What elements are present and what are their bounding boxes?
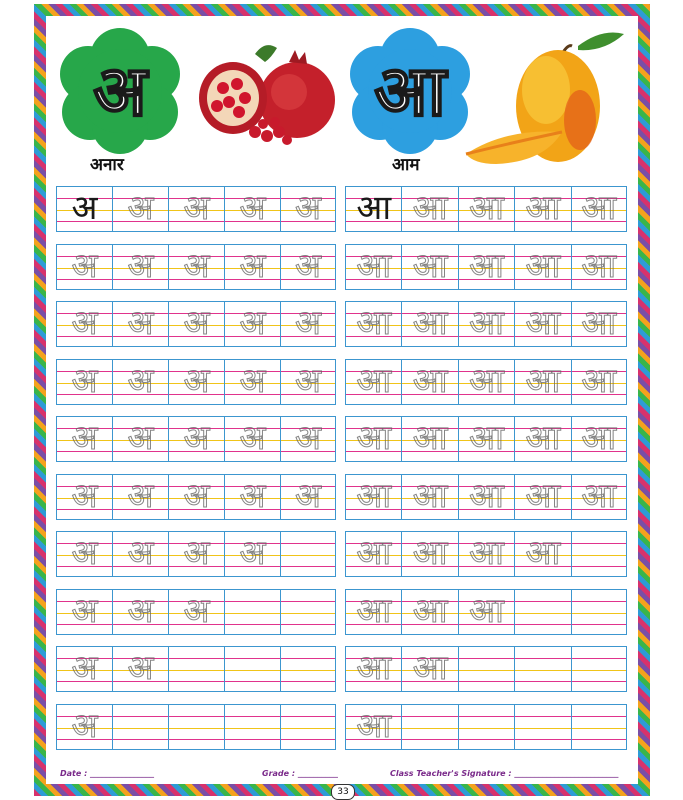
left-practice-cell[interactable] xyxy=(224,359,280,405)
left-practice-row xyxy=(56,416,336,462)
left-trace-letter: अ xyxy=(127,360,154,401)
left-practice-row xyxy=(56,531,336,577)
left-practice-cell[interactable] xyxy=(56,474,112,520)
right-practice-cell[interactable] xyxy=(514,704,570,750)
right-trace-letter: आ xyxy=(469,533,504,573)
right-practice-cell[interactable] xyxy=(571,416,627,462)
right-practice-cell[interactable] xyxy=(514,244,570,290)
left-trace-letter: अ xyxy=(183,360,210,401)
left-practice-cell[interactable] xyxy=(168,646,224,692)
left-word-label: अनार xyxy=(90,155,124,175)
left-practice-cell[interactable] xyxy=(168,359,224,405)
left-trace-letter: अ xyxy=(127,475,154,516)
left-practice-cell[interactable] xyxy=(168,474,224,520)
left-trace-letter: अ xyxy=(239,418,266,458)
right-practice-cell[interactable] xyxy=(345,244,401,290)
right-practice-row xyxy=(345,646,627,692)
date-field[interactable]: Date : ________________ xyxy=(60,769,155,778)
right-practice-cell[interactable] xyxy=(401,531,457,577)
left-practice-cell[interactable] xyxy=(280,704,336,750)
right-trace-letter: आ xyxy=(469,245,504,286)
right-practice-row xyxy=(345,244,627,290)
right-trace-letter: आ xyxy=(412,648,448,688)
left-practice-row xyxy=(56,186,336,232)
left-trace-letter: अ xyxy=(239,245,266,286)
left-trace-letter: अ xyxy=(127,188,154,228)
right-practice-cell[interactable] xyxy=(401,416,457,462)
left-practice-cell[interactable] xyxy=(280,301,336,347)
right-letter-flower xyxy=(340,28,480,154)
right-trace-letter: आ xyxy=(356,533,392,573)
right-trace-letter: आ xyxy=(525,245,561,286)
right-trace-letter: आ xyxy=(356,360,392,401)
right-practice-cell[interactable] xyxy=(345,474,401,520)
right-practice-cell[interactable] xyxy=(401,244,457,290)
left-practice-cell[interactable] xyxy=(112,301,168,347)
left-practice-cell[interactable] xyxy=(56,301,112,347)
right-trace-letter: आ xyxy=(525,303,561,343)
left-trace-letter: अ xyxy=(239,360,266,401)
left-practice-cell[interactable] xyxy=(56,416,112,462)
right-trace-letter: आ xyxy=(356,648,392,688)
left-trace-letter: अ xyxy=(71,418,98,458)
right-practice-cell[interactable] xyxy=(401,589,457,635)
left-trace-letter: अ xyxy=(295,245,321,286)
right-practice-cell[interactable] xyxy=(514,359,570,405)
right-practice-cell[interactable] xyxy=(401,704,457,750)
left-trace-letter: अ xyxy=(71,705,98,746)
right-practice-cell[interactable] xyxy=(345,416,401,462)
right-practice-cell[interactable] xyxy=(401,186,457,232)
right-trace-letter: आ xyxy=(581,245,617,286)
left-trace-letter: अ xyxy=(127,418,154,458)
right-practice-cell[interactable] xyxy=(458,474,514,520)
left-practice-row xyxy=(56,301,336,347)
right-practice-cell[interactable] xyxy=(458,186,514,232)
right-practice-cell[interactable] xyxy=(401,359,457,405)
right-practice-row xyxy=(345,531,627,577)
right-word-label: आम xyxy=(392,155,420,175)
right-trace-letter: आ xyxy=(469,303,504,343)
left-trace-letter: अ xyxy=(183,418,210,458)
right-trace-letter: आ xyxy=(525,475,561,516)
left-practice-cell[interactable] xyxy=(280,474,336,520)
right-practice-cell[interactable] xyxy=(571,474,627,520)
right-practice-cell[interactable] xyxy=(458,589,514,635)
left-trace-letter: अ xyxy=(183,245,210,286)
right-practice-cell[interactable] xyxy=(458,646,514,692)
left-trace-letter: अ xyxy=(127,303,154,343)
right-trace-letter: आ xyxy=(581,475,617,516)
left-practice-cell[interactable] xyxy=(280,531,336,577)
right-practice-cell[interactable] xyxy=(514,474,570,520)
right-trace-letter: आ xyxy=(356,590,392,631)
right-practice-cell[interactable] xyxy=(345,531,401,577)
left-practice-cell[interactable] xyxy=(224,244,280,290)
right-trace-letter: आ xyxy=(412,188,448,228)
right-trace-letter: आ xyxy=(525,360,561,401)
left-practice-cell[interactable] xyxy=(56,244,112,290)
left-trace-letter: अ xyxy=(183,475,210,516)
right-practice-cell[interactable] xyxy=(514,531,570,577)
left-practice-cell[interactable] xyxy=(112,186,168,232)
right-practice-row xyxy=(345,589,627,635)
pomegranate-image xyxy=(193,40,335,150)
right-practice-cell[interactable] xyxy=(514,589,570,635)
right-trace-letter: आ xyxy=(412,475,448,516)
right-trace-letter: आ xyxy=(581,418,617,458)
right-practice-cell[interactable] xyxy=(514,416,570,462)
right-trace-letter: आ xyxy=(581,188,617,228)
left-practice-cell[interactable] xyxy=(56,646,112,692)
right-practice-cell[interactable] xyxy=(571,301,627,347)
page-number: 33 xyxy=(331,784,355,800)
teacher-signature-field[interactable]: Class Teacher's Signature : __________________________ xyxy=(390,769,619,778)
right-trace-letter: आ xyxy=(469,418,504,458)
left-practice-row xyxy=(56,244,336,290)
left-trace-letter: अ xyxy=(295,303,321,343)
left-trace-letter: अ xyxy=(127,245,154,286)
left-trace-letter: अ xyxy=(183,533,210,573)
right-trace-letter: आ xyxy=(356,418,392,458)
left-trace-letter: अ xyxy=(71,360,98,401)
left-practice-cell[interactable] xyxy=(168,416,224,462)
left-practice-cell[interactable] xyxy=(56,531,112,577)
right-practice-cell[interactable] xyxy=(571,531,627,577)
right-trace-letter: आ xyxy=(412,245,448,286)
right-practice-cell[interactable] xyxy=(345,359,401,405)
right-practice-cell[interactable] xyxy=(571,589,627,635)
right-practice-cell[interactable] xyxy=(571,359,627,405)
right-trace-letter: आ xyxy=(469,475,504,516)
right-practice-cell[interactable] xyxy=(458,704,514,750)
left-trace-letter: अ xyxy=(239,475,266,516)
right-practice-cell[interactable] xyxy=(401,646,457,692)
left-trace-letter: अ xyxy=(71,590,98,631)
left-practice-cell[interactable] xyxy=(112,646,168,692)
left-practice-cell[interactable] xyxy=(112,474,168,520)
left-practice-cell[interactable] xyxy=(112,244,168,290)
left-practice-cell[interactable] xyxy=(280,186,336,232)
left-practice-row xyxy=(56,704,336,750)
left-practice-cell[interactable] xyxy=(112,589,168,635)
right-practice-cell[interactable] xyxy=(345,186,401,232)
left-practice-row xyxy=(56,646,336,692)
left-letter-flower xyxy=(50,28,190,154)
right-practice-cell[interactable] xyxy=(458,301,514,347)
left-trace-letter: अ xyxy=(71,303,98,343)
right-practice-cell[interactable] xyxy=(401,301,457,347)
right-trace-letter: आ xyxy=(469,188,504,228)
left-trace-letter: अ xyxy=(295,475,321,516)
letter-a-glyph: अ xyxy=(93,50,147,132)
left-trace-letter: अ xyxy=(295,188,321,228)
left-practice-cell[interactable] xyxy=(224,186,280,232)
right-practice-cell[interactable] xyxy=(345,646,401,692)
right-trace-letter: आ xyxy=(412,360,448,401)
right-trace-letter: आ xyxy=(412,590,448,631)
right-practice-row xyxy=(345,474,627,520)
right-practice-cell[interactable] xyxy=(458,359,514,405)
left-practice-cell[interactable] xyxy=(224,416,280,462)
practice-grid-right xyxy=(345,186,627,758)
mango-image xyxy=(462,24,632,176)
left-practice-cell[interactable] xyxy=(56,186,112,232)
left-practice-row xyxy=(56,359,336,405)
right-practice-cell[interactable] xyxy=(571,704,627,750)
right-trace-letter: आ xyxy=(412,303,448,343)
left-practice-cell[interactable] xyxy=(280,416,336,462)
right-practice-row xyxy=(345,416,627,462)
right-practice-cell[interactable] xyxy=(345,301,401,347)
right-practice-cell[interactable] xyxy=(458,244,514,290)
left-practice-cell[interactable] xyxy=(112,359,168,405)
left-trace-letter: अ xyxy=(127,533,154,573)
left-practice-cell[interactable] xyxy=(168,589,224,635)
right-practice-cell[interactable] xyxy=(458,416,514,462)
left-practice-cell[interactable] xyxy=(168,704,224,750)
right-trace-letter: आ xyxy=(525,418,561,458)
left-practice-cell[interactable] xyxy=(168,244,224,290)
left-practice-cell[interactable] xyxy=(56,359,112,405)
left-trace-letter: अ xyxy=(71,533,98,573)
right-trace-letter: आ xyxy=(356,705,392,746)
left-trace-letter: अ xyxy=(71,648,98,688)
left-practice-cell[interactable] xyxy=(224,589,280,635)
right-practice-cell[interactable] xyxy=(571,244,627,290)
left-trace-letter: अ xyxy=(239,188,266,228)
left-trace-letter: अ xyxy=(127,590,154,631)
right-practice-row xyxy=(345,359,627,405)
right-trace-letter: आ xyxy=(412,418,448,458)
left-practice-cell[interactable] xyxy=(224,646,280,692)
right-practice-cell[interactable] xyxy=(345,704,401,750)
left-practice-row xyxy=(56,474,336,520)
left-practice-cell[interactable] xyxy=(56,589,112,635)
left-trace-letter: अ xyxy=(71,245,98,286)
right-practice-row xyxy=(345,301,627,347)
left-practice-cell[interactable] xyxy=(168,301,224,347)
left-practice-cell[interactable] xyxy=(224,531,280,577)
left-practice-cell[interactable] xyxy=(224,474,280,520)
right-practice-cell[interactable] xyxy=(571,186,627,232)
right-model-letter: आ xyxy=(356,188,392,228)
left-trace-letter: अ xyxy=(183,188,210,228)
left-trace-letter: अ xyxy=(183,303,210,343)
grade-field[interactable]: Grade : __________ xyxy=(262,769,338,778)
left-practice-cell[interactable] xyxy=(56,704,112,750)
right-practice-cell[interactable] xyxy=(514,186,570,232)
left-trace-letter: अ xyxy=(239,533,266,573)
left-practice-cell[interactable] xyxy=(280,359,336,405)
right-practice-cell[interactable] xyxy=(514,301,570,347)
left-practice-cell[interactable] xyxy=(280,244,336,290)
left-practice-cell[interactable] xyxy=(224,704,280,750)
right-practice-cell[interactable] xyxy=(345,589,401,635)
left-model-letter: अ xyxy=(71,188,98,228)
right-practice-cell[interactable] xyxy=(514,646,570,692)
letter-aa-glyph: आ xyxy=(374,50,446,132)
right-trace-letter: आ xyxy=(412,533,448,573)
right-trace-letter: आ xyxy=(525,188,561,228)
right-trace-letter: आ xyxy=(356,245,392,286)
right-trace-letter: आ xyxy=(581,360,617,401)
left-practice-cell[interactable] xyxy=(168,531,224,577)
left-practice-cell[interactable] xyxy=(280,646,336,692)
right-trace-letter: आ xyxy=(525,533,561,573)
right-practice-cell[interactable] xyxy=(571,646,627,692)
right-trace-letter: आ xyxy=(469,590,504,631)
left-practice-cell[interactable] xyxy=(112,416,168,462)
left-trace-letter: अ xyxy=(183,590,210,631)
left-practice-cell[interactable] xyxy=(224,301,280,347)
left-trace-letter: अ xyxy=(295,418,321,458)
left-trace-letter: अ xyxy=(295,360,321,401)
right-practice-row xyxy=(345,704,627,750)
right-trace-letter: आ xyxy=(469,360,504,401)
right-practice-cell[interactable] xyxy=(458,531,514,577)
right-trace-letter: आ xyxy=(356,303,392,343)
right-trace-letter: आ xyxy=(581,303,617,343)
left-practice-row xyxy=(56,589,336,635)
right-practice-row xyxy=(345,186,627,232)
left-practice-cell[interactable] xyxy=(168,186,224,232)
left-practice-cell[interactable] xyxy=(112,531,168,577)
left-trace-letter: अ xyxy=(239,303,266,343)
left-practice-cell[interactable] xyxy=(112,704,168,750)
left-trace-letter: अ xyxy=(71,475,98,516)
practice-grid-left xyxy=(56,186,336,758)
left-practice-cell[interactable] xyxy=(280,589,336,635)
left-trace-letter: अ xyxy=(127,648,154,688)
right-trace-letter: आ xyxy=(356,475,392,516)
right-practice-cell[interactable] xyxy=(401,474,457,520)
